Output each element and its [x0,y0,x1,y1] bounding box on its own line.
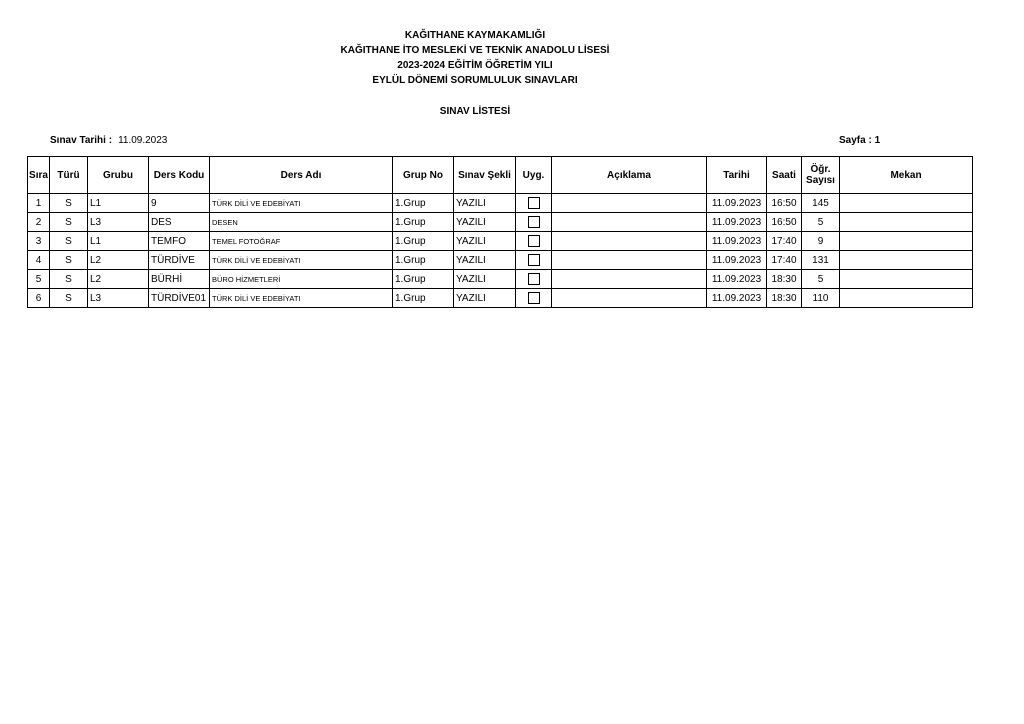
cell-ogr-sayisi: 5 [802,270,840,289]
cell-ders-adi: BÜRO HİZMETLERİ [210,270,393,289]
cell-aciklama [552,194,707,213]
cell-grup-no: 1.Grup [393,213,454,232]
cell-ders-adi: DESEN [210,213,393,232]
col-header-sinav-sekli: Sınav Şekli [454,157,516,194]
table-row [28,270,973,289]
cell-uyg [516,232,552,251]
cell-aciklama [552,289,707,308]
cell-mekan [840,289,973,308]
col-header-uyg: Uyg. [516,157,552,194]
cell-tarihi: 11.09.2023 [707,232,767,251]
cell-tarihi: 11.09.2023 [707,213,767,232]
cell-grup-no: 1.Grup [393,251,454,270]
cell-ders-kodu: TÜRDİVE01 [149,289,210,308]
cell-grup-no: 1.Grup [393,194,454,213]
cell-uyg [516,194,552,213]
cell-sinav-sekli: YAZILI [454,289,516,308]
document-header [0,28,950,88]
col-header-grubu: Grubu [88,157,149,194]
cell-grubu: L2 [88,270,149,289]
cell-mekan [840,232,973,251]
cell-grubu: L3 [88,213,149,232]
col-header-ogr: Öğr. [810,164,831,175]
cell-ders-adi: TÜRK DİLİ VE EDEBİYATI [210,251,393,270]
cell-saati: 16:50 [767,213,802,232]
cell-uyg [516,289,552,308]
cell-turu: S [50,251,88,270]
cell-mekan [840,270,973,289]
cell-uyg [516,270,552,289]
cell-ogr-sayisi: 110 [802,289,840,308]
uyg-checkbox[interactable] [528,216,540,228]
cell-turu: S [50,270,88,289]
table-row [28,194,973,213]
cell-grup-no: 1.Grup [393,270,454,289]
header-line-1: KAĞITHANE KAYMAKAMLIĞI [404,30,546,41]
uyg-checkbox[interactable] [528,197,540,209]
col-header-ders-kodu: Ders Kodu [149,157,210,194]
cell-saati: 16:50 [767,194,802,213]
col-header-aciklama: Açıklama [552,157,707,194]
cell-sinav-sekli: YAZILI [454,270,516,289]
cell-ders-kodu: TÜRDİVE [149,251,210,270]
cell-sinav-sekli: YAZILI [454,251,516,270]
col-header-sayisi: Sayısı [806,175,835,186]
cell-aciklama [552,213,707,232]
col-header-grup-no: Grup No [393,157,454,194]
cell-uyg [516,251,552,270]
exam-table [27,156,973,308]
cell-saati: 17:40 [767,232,802,251]
header-line-4: EYLÜL DÖNEMİ SORUMLULUK SINAVLARI [372,75,578,86]
cell-ogr-sayisi: 9 [802,232,840,251]
table-row [28,232,973,251]
cell-grup-no: 1.Grup [393,232,454,251]
table-row [28,251,973,270]
cell-grubu: L2 [88,251,149,270]
cell-mekan [840,251,973,270]
cell-turu: S [50,289,88,308]
cell-sira: 1 [28,194,50,213]
cell-ders-adi: TEMEL FOTOĞRAF [210,232,393,251]
header-line-3: 2023-2024 EĞİTİM ÖĞRETİM YILI [397,60,553,71]
cell-tarihi: 11.09.2023 [707,289,767,308]
cell-ders-adi: TÜRK DİLİ VE EDEBİYATI [210,289,393,308]
list-title: SINAV LİSTESİ [439,106,511,117]
cell-aciklama [552,251,707,270]
uyg-checkbox[interactable] [528,254,540,266]
cell-ogr-sayisi: 131 [802,251,840,270]
uyg-checkbox[interactable] [528,235,540,247]
cell-turu: S [50,213,88,232]
table-row [28,289,973,308]
cell-ders-kodu: 9 [149,194,210,213]
cell-ders-kodu: DES [149,213,210,232]
cell-ders-kodu: BÜRHİ [149,270,210,289]
cell-grubu: L1 [88,232,149,251]
cell-ders-adi: TÜRK DİLİ VE EDEBİYATI [210,194,393,213]
cell-sira: 2 [28,213,50,232]
cell-mekan [840,213,973,232]
col-header-ders-adi: Ders Adı [210,157,393,194]
cell-turu: S [50,194,88,213]
cell-sira: 6 [28,289,50,308]
table-header-row [28,157,973,194]
col-header-ogr-sayisi [802,157,840,194]
cell-ogr-sayisi: 145 [802,194,840,213]
cell-grubu: L1 [88,194,149,213]
cell-saati: 17:40 [767,251,802,270]
cell-saati: 18:30 [767,270,802,289]
cell-tarihi: 11.09.2023 [707,251,767,270]
cell-ogr-sayisi: 5 [802,213,840,232]
cell-uyg [516,213,552,232]
uyg-checkbox[interactable] [528,292,540,304]
page-number: Sayfa : 1 [839,135,881,146]
cell-sira: 5 [28,270,50,289]
cell-sira: 4 [28,251,50,270]
cell-sinav-sekli: YAZILI [454,194,516,213]
cell-ders-kodu: TEMFO [149,232,210,251]
col-header-sira: Sıra [28,157,50,194]
cell-grubu: L3 [88,289,149,308]
cell-aciklama [552,232,707,251]
uyg-checkbox[interactable] [528,273,540,285]
cell-grup-no: 1.Grup [393,289,454,308]
header-line-2: KAĞITHANE İTO MESLEKİ VE TEKNİK ANADOLU LİSESİ [340,45,610,56]
exam-date-value: 11.09.2023 [118,135,168,146]
cell-turu: S [50,232,88,251]
cell-sinav-sekli: YAZILI [454,213,516,232]
exam-date [50,135,167,146]
table-row [28,213,973,232]
cell-sira: 3 [28,232,50,251]
col-header-tarihi: Tarihi [707,157,767,194]
cell-sinav-sekli: YAZILI [454,232,516,251]
cell-mekan [840,194,973,213]
cell-aciklama [552,270,707,289]
col-header-mekan: Mekan [840,157,973,194]
col-header-saati: Saati [767,157,802,194]
cell-saati: 18:30 [767,289,802,308]
cell-tarihi: 11.09.2023 [707,270,767,289]
col-header-turu: Türü [50,157,88,194]
exam-date-label: Sınav Tarihi : [50,135,113,146]
cell-tarihi: 11.09.2023 [707,194,767,213]
